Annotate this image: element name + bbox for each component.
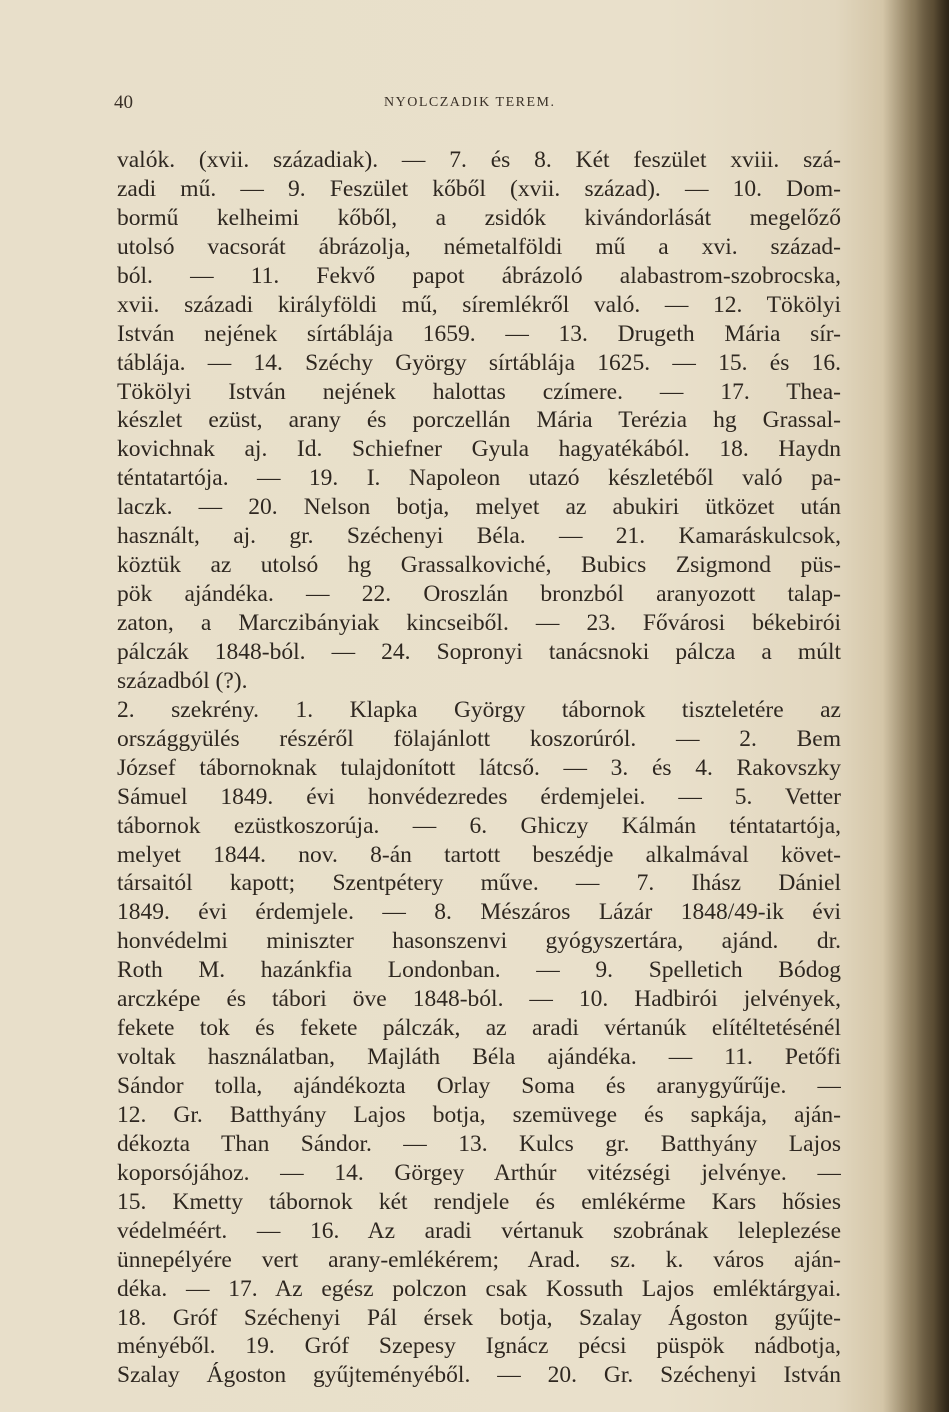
text-line: honvédelmi miniszter hasonszenvi gyógyszertára, ajánd. dr.	[117, 928, 841, 955]
text-line: xvii. századi királyföldi mű, síremlékről való. — 12. Tökölyi	[117, 291, 841, 318]
text-line: fekete tok és fekete pálczák, az aradi vértanúk elítéltetésénél	[117, 1015, 841, 1042]
text-line: 2. szekrény. 1. Klapka György tábornok tiszteletére az	[117, 696, 841, 723]
text-line: védelméért. — 16. Az aradi vértanuk szobrának leleplezése	[117, 1217, 841, 1244]
text-line: használt, aj. gr. Széchenyi Béla. — 21. Kamaráskulcsok,	[117, 523, 841, 550]
text-line: pök ajándéka. — 22. Oroszlán bronzból aranyozott talap-	[117, 581, 841, 608]
page-number: 40	[114, 92, 133, 113]
text-line: ményéből. 19. Gróf Szepesy Ignácz pécsi püspök nádbotja,	[117, 1333, 841, 1360]
text-line: Szalay Ágoston gyűjteményéből. — 20. Gr. Széchenyi István	[117, 1362, 841, 1389]
text-line: valók. (xvii. századiak). — 7. és 8. Két feszület xviii. szá-	[117, 147, 841, 173]
text-line: utolsó vacsorát ábrázolja, németalföldi mű a xvi. század-	[117, 233, 841, 260]
text-line: 15. Kmetty tábornok két rendjele és emlékérme Kars hősies	[117, 1188, 841, 1215]
text-line: zadi mű. — 9. Feszület kőből (xvii. század). — 10. Dom-	[117, 175, 841, 202]
text-line: melyet 1844. nov. 8-án tartott beszédje alkalmával követ-	[117, 841, 841, 868]
text-line: tábornok ezüstkoszorúja. — 6. Ghiczy Kálmán téntatartója,	[117, 812, 841, 839]
text-line: országgyülés részéről fölajánlott koszorúról. — 2. Bem	[117, 725, 841, 752]
running-title: NYOLCZADIK TEREM.	[384, 95, 556, 110]
text-line: déka. — 17. Az egész polczon csak Kossuth Lajos emléktárgyai.	[117, 1275, 841, 1302]
text-line: téntatartója. — 19. I. Napoleon utazó készletéből való pa-	[117, 465, 841, 492]
text-line: századból (?).	[117, 667, 248, 694]
text-line: József tábornoknak tulajdonított látcső. — 3. és 4. Rakovszky	[117, 754, 841, 781]
text-line: kovichnak aj. Id. Schiefner Gyula hagyatékából. 18. Haydn	[117, 436, 841, 463]
text-line: Sámuel 1849. évi honvédezredes érdemjelei. — 5. Vetter	[117, 783, 841, 810]
book-spine-shadow	[915, 0, 949, 1412]
text-line: Tökölyi István nejének halottas czímere. — 17. Thea-	[117, 378, 841, 405]
text-line: 1849. évi érdemjele. — 8. Mészáros Lázár 1848/49-ik évi	[117, 899, 841, 926]
text-line: arczképe és tábori öve 1848-ból. — 10. Hadbirói jelvények,	[117, 986, 841, 1013]
text-line: dékozta Than Sándor. — 13. Kulcs gr. Batthyány Lajos	[117, 1130, 841, 1157]
text-line: voltak használatban, Majláth Béla ajándéka. — 11. Petőfi	[117, 1044, 841, 1071]
text-line: ünnepélyére vert arany-emlékérem; Arad. sz. k. város aján-	[117, 1246, 841, 1273]
text-line: laczk. — 20. Nelson botja, melyet az abukiri ütközet után	[117, 494, 841, 521]
text-line: pálczák 1848-ból. — 24. Sopronyi tanácsnoki pálcza a múlt	[117, 638, 841, 665]
text-line: köztük az utolsó hg Grassalkoviché, Bubics Zsigmond püs-	[117, 552, 841, 579]
page-header	[114, 92, 840, 116]
text-line: Roth M. hazánkfia Londonban. — 9. Spelletich Bódog	[117, 957, 841, 984]
text-line: bormű kelheimi kőből, a zsidók kivándorlását megelőző	[117, 204, 841, 231]
text-line: készlet ezüst, arany és porczellán Mária Terézia hg Grassal-	[117, 407, 841, 434]
text-line: zaton, a Marczibányiak kincseiből. — 23. Fővárosi békebirói	[117, 610, 841, 636]
text-line: 12. Gr. Batthyány Lajos botja, szemüvege és sapkája, aján-	[117, 1101, 841, 1128]
text-line: koporsójához. — 14. Görgey Arthúr vitézségi jelvénye. —	[117, 1159, 841, 1186]
text-line: ból. — 11. Fekvő papot ábrázoló alabastrom-szobrocska,	[117, 262, 841, 289]
text-line: táblája. — 14. Széchy György sírtáblája 1625. — 15. és 16.	[117, 349, 841, 376]
body-text	[117, 146, 841, 1390]
text-line: Sándor tolla, ajándékozta Orlay Soma és aranygyűrűje. —	[117, 1073, 841, 1099]
text-line: társaitól kapott; Szentpétery műve. — 7. Ihász Dániel	[117, 870, 841, 897]
text-line: 18. Gróf Széchenyi Pál érsek botja, Szalay Ágoston gyűjte-	[117, 1304, 841, 1331]
text-line: István nejének sírtáblája 1659. — 13. Drugeth Mária sír-	[117, 320, 841, 347]
